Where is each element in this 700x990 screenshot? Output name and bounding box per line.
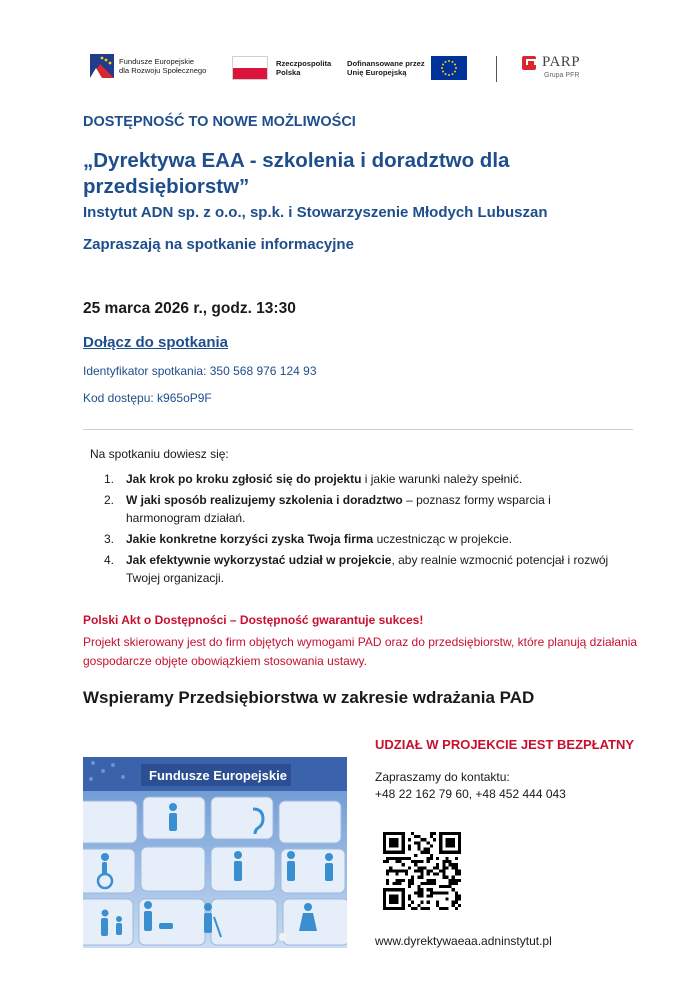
parp-logo-subtitle: Grupa PFR xyxy=(544,72,580,79)
pad-title: Polski Akt o Dostępności – Dostępność gwarantuje sukces! xyxy=(83,613,424,627)
agenda-item-number: 4. xyxy=(104,553,115,567)
contact-label: Zapraszamy do kontaktu: xyxy=(375,770,510,784)
agenda-item-bold: Jakie konkretne korzyści zyska Twoja firma xyxy=(126,532,374,546)
divider xyxy=(83,429,633,430)
image-banner-text: Fundusze Europejskie xyxy=(149,768,287,783)
parp-logo xyxy=(522,54,580,79)
agenda-item-rest: , aby realnie wzmocnić potencjał i rozwój Twojej organizacji. xyxy=(126,553,609,585)
eu-logo-line1: Dofinansowane przez xyxy=(347,59,425,68)
agenda-item-bold: Jak krok po kroku zgłosić się do projektu xyxy=(126,472,362,486)
qr-code-icon[interactable] xyxy=(383,832,461,910)
parp-logo-name: PARP xyxy=(542,54,581,70)
agenda-list xyxy=(104,470,644,590)
pad-body: Projekt skierowany jest do firm objętych wymogami PAD oraz do przedsiębiorstw, które planują działania gospodarcze objęte obowiązkiem stosowania ustawy. xyxy=(83,635,638,668)
agenda-item-bold: W jaki sposób realizujemy szkolenia i doradztwo xyxy=(126,493,403,507)
poland-flag-icon xyxy=(232,56,268,80)
agenda-item-number: 2. xyxy=(104,493,115,507)
meeting-passcode: Kod dostępu: k965oP9F xyxy=(83,391,212,405)
page-title: „Dyrektywa EAA - szkolenia i doradztwo dla przedsiębiorstw” xyxy=(83,149,510,198)
agenda-item-bold: Jak efektywnie wykorzystać udział w projekcie xyxy=(126,553,392,567)
funds-logo-line1: Fundusze Europejskie xyxy=(119,57,195,66)
join-meeting-link[interactable]: Dołącz do spotkania xyxy=(83,334,229,351)
eu-flag-icon xyxy=(431,56,467,80)
contact-phones: +48 22 162 79 60, +48 452 444 043 xyxy=(375,787,566,801)
funds-logo-line2: dla Rozwoju Społecznego xyxy=(119,66,207,75)
meeting-date: 25 marca 2026 r., godz. 13:30 xyxy=(83,300,296,317)
kicker-heading: DOSTĘPNOŚĆ TO NOWE MOŻLIWOŚCI xyxy=(83,114,356,130)
meeting-id: Identyfikator spotkania: 350 568 976 124 93 xyxy=(83,364,317,378)
organizers: Instytut ADN sp. z o.o., sp.k. i Stowarzyszenie Młodych Lubuszan xyxy=(83,204,548,221)
agenda-item-number: 1. xyxy=(104,472,115,486)
logo-divider xyxy=(496,56,497,82)
agenda-item xyxy=(104,530,644,548)
agenda-item-rest: uczestnicząc w projekcie. xyxy=(373,532,512,546)
agenda-item-number: 3. xyxy=(104,532,115,546)
agenda-item-rest: i jakie warunki należy spełnić. xyxy=(361,472,523,486)
funds-logo xyxy=(90,54,206,78)
logo-strip xyxy=(90,50,610,88)
agenda-item xyxy=(104,551,644,587)
parp-mark-icon xyxy=(522,56,536,70)
funds-flag-icon xyxy=(90,54,114,78)
free-participation-notice: UDZIAŁ W PROJEKCIE JEST BEZPŁATNY xyxy=(375,737,635,752)
agenda-item xyxy=(104,470,644,488)
agenda-intro: Na spotkaniu dowiesz się: xyxy=(90,447,229,461)
invite-text: Zapraszają na spotkanie informacyjne xyxy=(83,236,354,253)
agenda-item xyxy=(104,491,644,527)
poland-logo-line2: Polska xyxy=(276,68,301,77)
eu-logo-line2: Unię Europejską xyxy=(347,68,407,77)
eu-logo xyxy=(347,56,467,80)
agenda-item-rest: – poznasz formy wsparcia i harmonogram działań. xyxy=(126,493,551,525)
website-link[interactable]: www.dyrektywaeaa.adninstytut.pl xyxy=(375,934,552,948)
support-heading: Wspieramy Przedsiębiorstwa w zakresie wdrażania PAD xyxy=(83,688,535,707)
poland-logo-line1: Rzeczpospolita xyxy=(276,59,332,68)
accessibility-illustration xyxy=(83,757,347,948)
poland-logo xyxy=(232,56,331,80)
